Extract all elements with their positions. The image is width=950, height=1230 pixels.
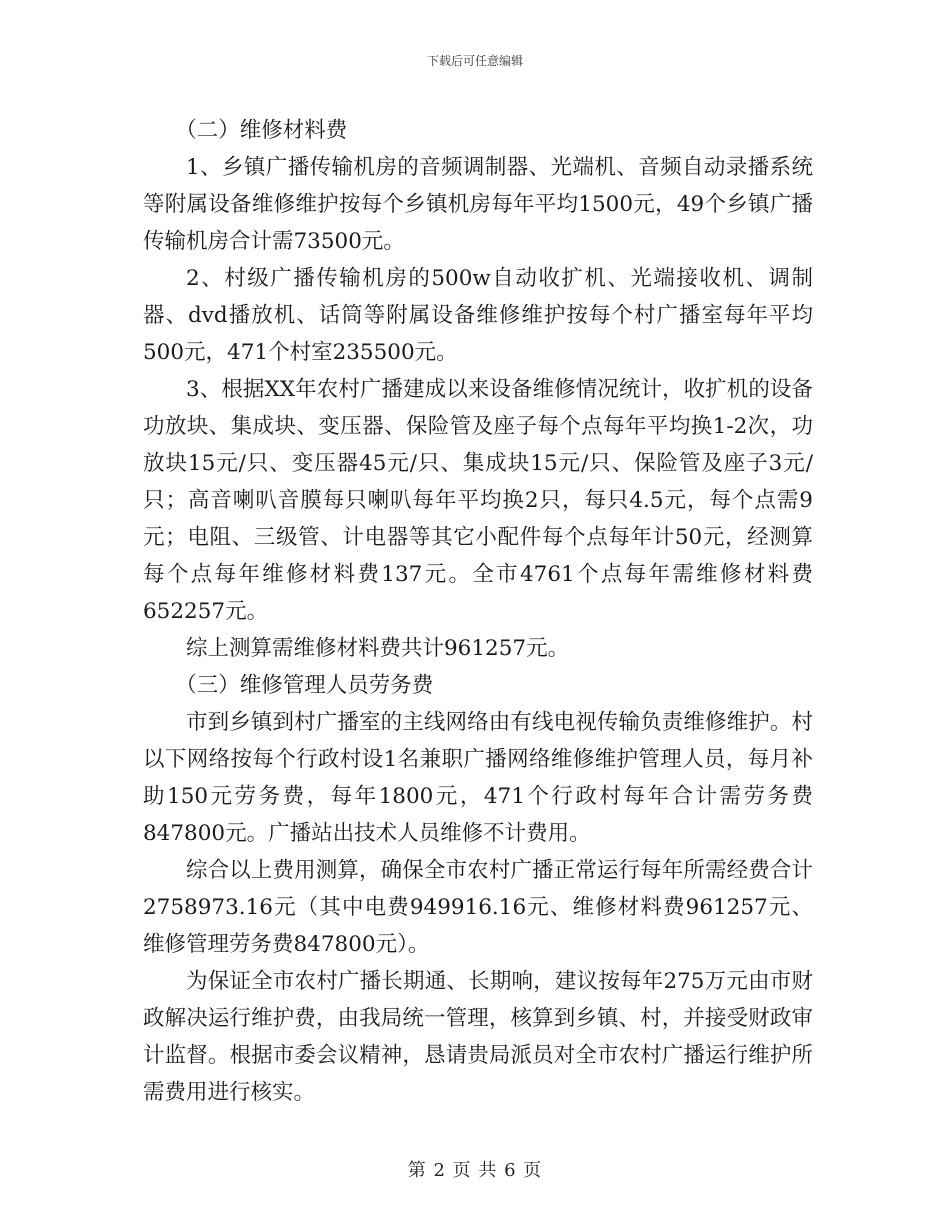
paragraph-materials-total: 综上测算需维修材料费共计961257元。 bbox=[186, 636, 570, 661]
page-number-footer: 第 2 页 共 6 页 bbox=[407, 1160, 543, 1181]
paragraph-village-rooms: 2、村级广播传输机房的500w自动收扩机、光端接收机、调制器、dvd播放机、话筒等附属设备维修维护按每个村广播室每年平均500元，471个村室235500元。 bbox=[143, 266, 813, 365]
paragraph-labor-cost: 市到乡镇到村广播室的主线网络由有线电视传输负责维修维护。村以下网络按每个行政村设1名兼职广播网络维修维护管理人员，每月补助150元劳务费，每年1800元，471个行政村每年合计需劳务费847800元。广播站出技术人员维修不计费用。 bbox=[143, 710, 813, 846]
section-heading-materials: （二）维修材料费 bbox=[175, 118, 348, 143]
paragraph-total-cost: 综合以上费用测算，确保全市农村广播正常运行每年所需经费合计2758973.16元（其中电费949916.16元、维修材料费961257元、维修管理劳务费847800元）。 bbox=[143, 858, 813, 957]
document-body bbox=[143, 112, 813, 1111]
page-header: 下载后可任意编辑 bbox=[426, 54, 523, 68]
section-heading-labor: （三）维修管理人员劳务费 bbox=[175, 673, 434, 698]
paragraph-township-rooms: 1、乡镇广播传输机房的音频调制器、光端机、音频自动录播系统等附属设备维修维护按每个乡镇机房每年平均1500元，49个乡镇广播传输机房合计需73500元。 bbox=[143, 155, 813, 254]
paragraph-recommendation: 为保证全市农村广播长期通、长期响，建议按每年275万元由市财政解决运行维护费，由我局统一管理，核算到乡镇、村，并接受财政审计监督。根据市委会议精神，恳请贵局派员对全市农村广播运行维护所需费用进行核实。 bbox=[143, 969, 813, 1105]
paragraph-repair-statistics: 3、根据XX年农村广播建成以来设备维修情况统计，收扩机的设备功放块、集成块、变压器、保险管及座子每个点每年平均换1-2次，功放块15元/只、变压器45元/只、集成块15元/只、保险管及座子3元/只；高音喇叭音膜每只喇叭每年平均换2只，每只4.5元，每个点需9元；电阻、三级管、计电器等其它小配件每个点每年计50元，经测算每个点每年维修材料费137元。全市4761个点每年需维修材料费652257元。 bbox=[143, 377, 813, 624]
